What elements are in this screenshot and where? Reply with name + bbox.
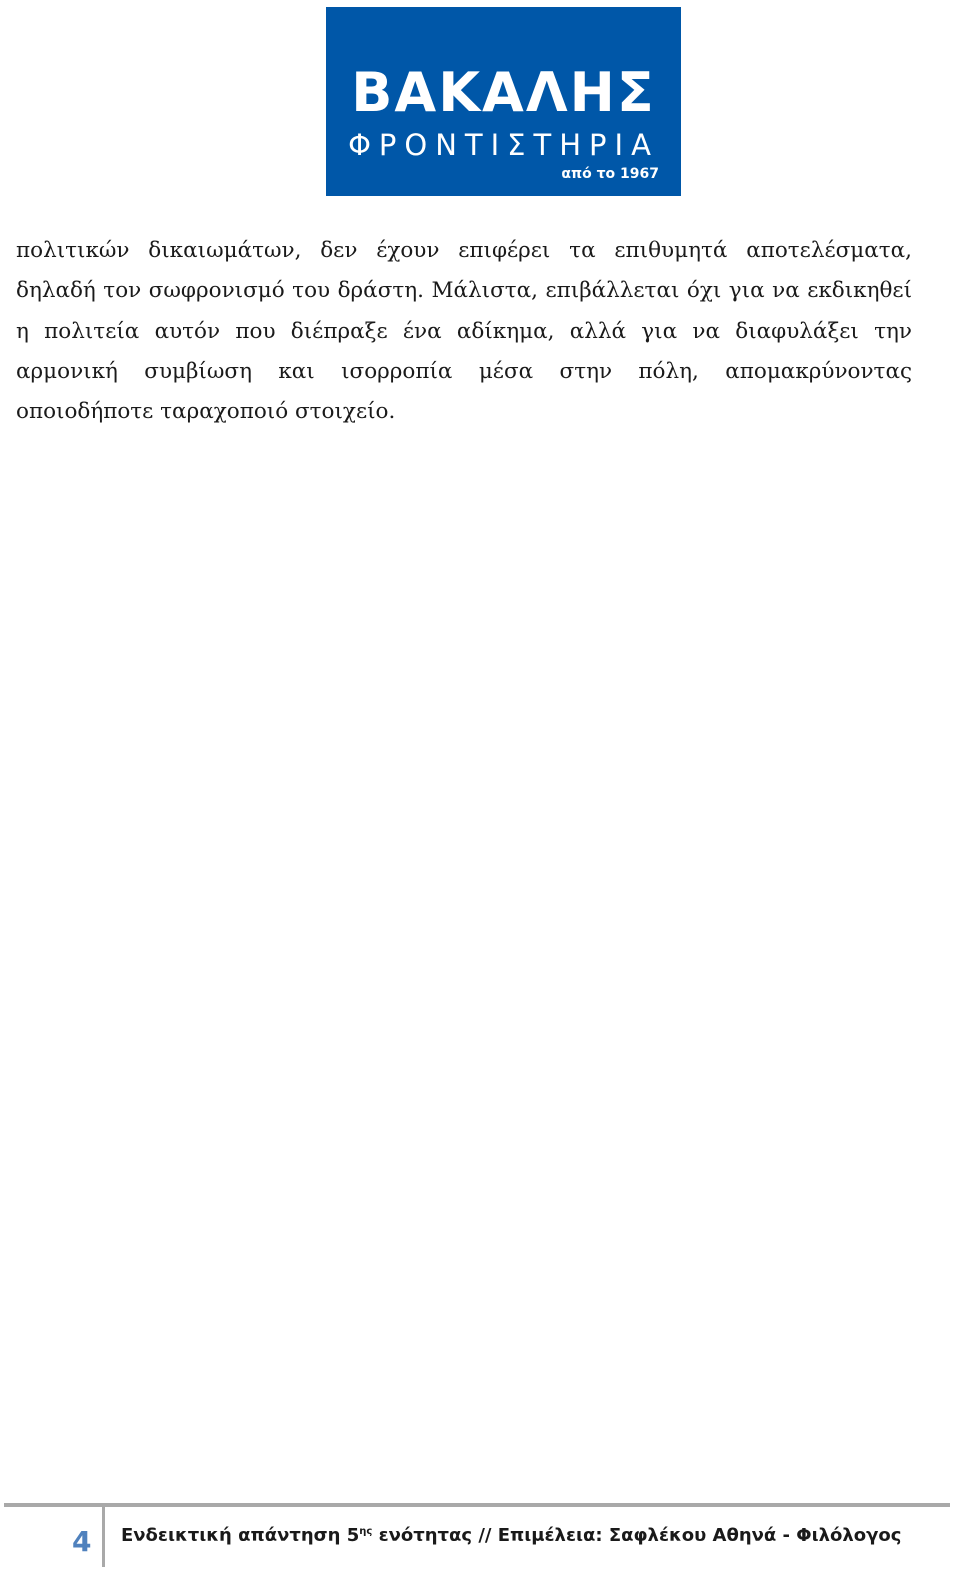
logo-since: από το 1967 <box>561 166 659 182</box>
footer-text-before: Ενδεικτική απάντηση 5 <box>121 1525 360 1546</box>
footer-divider <box>102 1507 105 1567</box>
page-number: 4 <box>72 1525 92 1558</box>
footer-text <box>121 1523 901 1549</box>
footer-text-after: ενότητας // Επιμέλεια: Σαφλέκου Αθηνά - Φιλόλογος <box>372 1525 902 1546</box>
logo <box>326 7 681 196</box>
logo-brand: ΒΑΚΑΛΗΣ <box>351 61 656 124</box>
body-paragraph: πολιτικών δικαιωμάτων, δεν έχουν επιφέρει τα επιθυμητά αποτελέσματα, δηλαδή τον σωφρονισμό του δράστη. Μάλιστα, επιβάλλεται όχι για να εκδικηθεί η πολιτεία αυτόν που διέπραξε ένα αδίκημα, αλλά για να διαφυλάξει την αρμονική συμβίωση και ισορροπία μέσα στην πόλη, απομακρύνοντας οποιοδήποτε ταραχοποιό στοιχείο. <box>16 238 912 425</box>
footer-superscript: ης <box>359 1526 373 1537</box>
logo-subtitle: ΦΡΟΝΤΙΣΤΗΡΙΑ <box>348 128 659 162</box>
footer-rule <box>4 1503 950 1507</box>
